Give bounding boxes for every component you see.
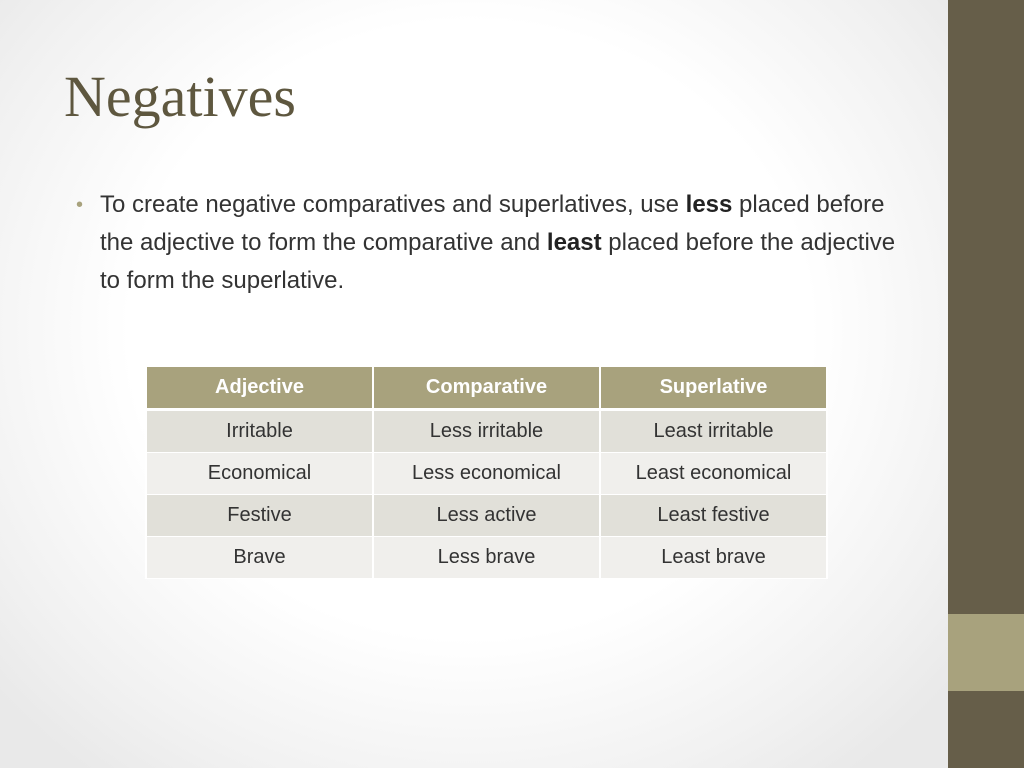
table-cell: Least festive: [600, 495, 827, 537]
table-cell: Less brave: [373, 537, 600, 579]
header-superlative: Superlative: [600, 367, 827, 410]
bullet-text-part3: placed before the adjective to form the superlative.: [100, 229, 896, 294]
table-row: [146, 410, 827, 453]
table-cell: Least economical: [600, 453, 827, 495]
bullet-item: [76, 186, 896, 300]
table-row: [146, 495, 827, 537]
table-cell: Less irritable: [373, 410, 600, 453]
table-row: [146, 537, 827, 579]
slide-title: Negatives: [64, 64, 296, 129]
header-adjective: Adjective: [146, 367, 373, 410]
table-cell: Economical: [146, 453, 373, 495]
table-cell: Less active: [373, 495, 600, 537]
table-header-row: [146, 367, 827, 410]
adjective-table: [145, 367, 828, 579]
bullet-bold-least: least: [546, 229, 602, 256]
bullet-list: [76, 186, 896, 300]
table-cell: Irritable: [146, 410, 373, 453]
table-cell: Less economical: [373, 453, 600, 495]
sidebar-accent-block: [948, 614, 1024, 691]
table-cell: Least brave: [600, 537, 827, 579]
table-row: [146, 453, 827, 495]
header-comparative: Comparative: [373, 367, 600, 410]
table-cell: Brave: [146, 537, 373, 579]
bullet-text-part1: To create negative comparatives and superlatives, use: [100, 191, 686, 218]
bullet-bold-less: less: [685, 191, 733, 218]
bullet-dot-icon: •: [76, 194, 84, 216]
table-cell: Festive: [146, 495, 373, 537]
table-cell: Least irritable: [600, 410, 827, 453]
bullet-text-part2: placed before the adjective to form the comparative and: [100, 191, 885, 256]
